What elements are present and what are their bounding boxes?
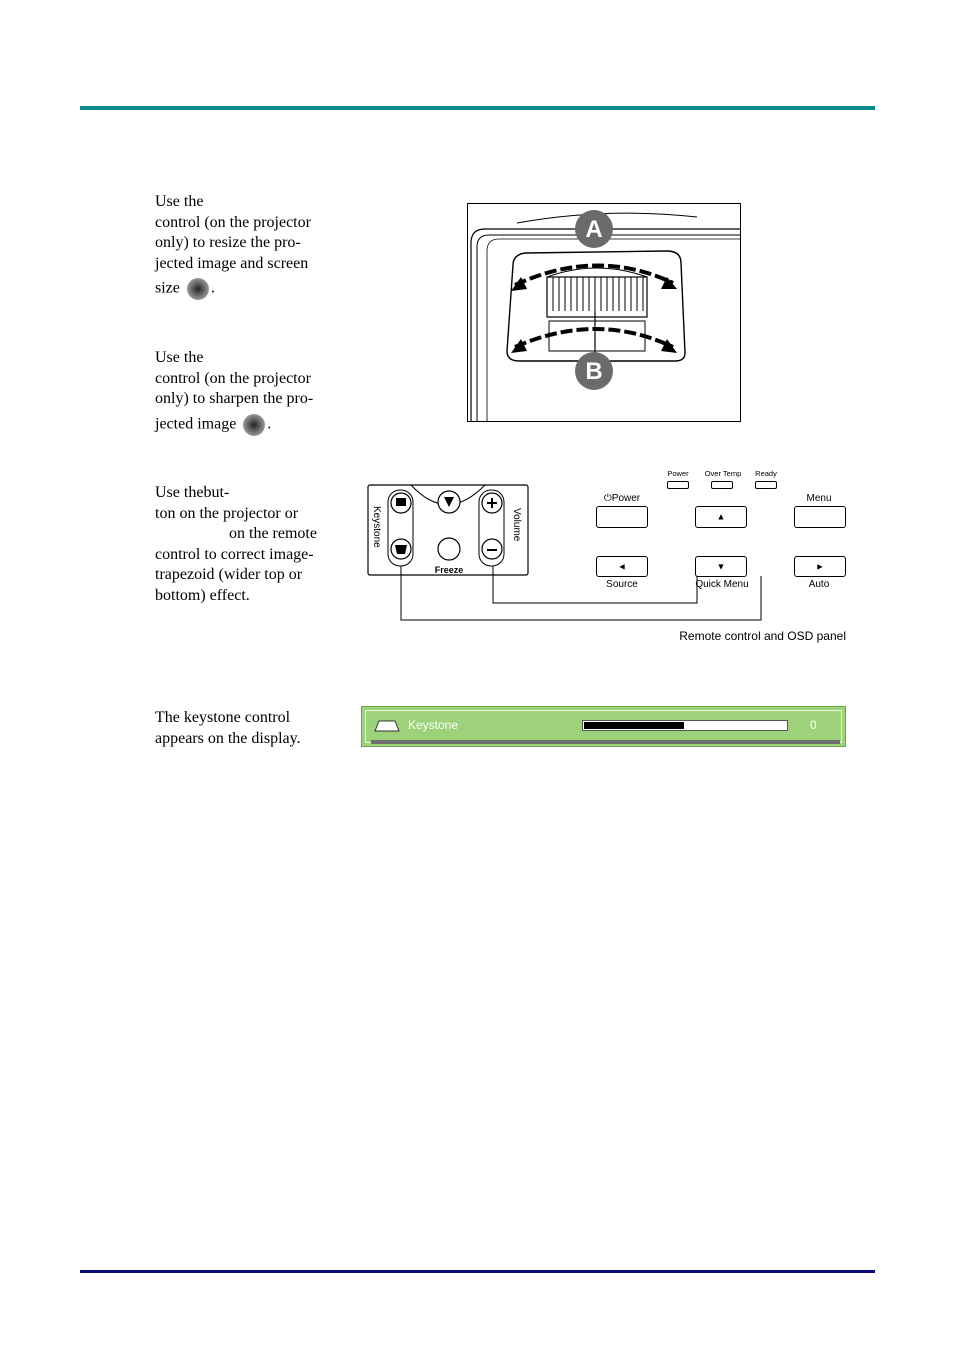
quick-menu-button[interactable] [695,556,747,577]
led-ready-label: Ready [755,469,777,478]
led-power-label: Power [667,469,689,478]
keystone-slider-fill [584,722,684,729]
label-a: A [585,216,603,243]
auto-button[interactable] [794,556,846,577]
menu-label: Menu [806,493,832,504]
quick-menu-label: Quick Menu [695,579,749,590]
left-arrow-icon: ◄ [617,561,627,571]
led-overtemp-indicator [711,481,733,489]
led-ready-indicator [755,481,777,489]
text-fragment: . [210,279,215,297]
text-line: Use the [155,349,204,366]
keystone-slider[interactable] [582,720,788,731]
text-line: ton on the projector or [155,504,299,522]
figure-caption: Remote control and OSD panel [679,629,846,643]
freeze-label: Freeze [434,565,464,575]
label-b: B [585,358,603,385]
right-arrow-icon: ► [815,561,825,571]
text-line: The keystone control [155,709,291,726]
text-line: only) to resize the pro- [155,234,301,251]
osd-instructions [155,708,301,749]
power-label: ⏻Power [603,493,641,504]
text-fragment: jected image [155,415,237,433]
osd-keystone-label: Keystone [408,718,459,732]
footer-rule [80,1270,875,1273]
power-button[interactable] [596,506,648,528]
text-line: on the remote [229,525,317,542]
osd-keystone-panel [361,706,846,747]
text-fragment: but- [203,484,230,501]
text-line: control (on the projector [155,213,311,231]
down-arrow-icon: ▼ [716,561,726,571]
led-overtemp-label: Over Temp [704,469,742,478]
volume-label: Volume [511,508,522,542]
osd-keystone-value: 0 [810,718,817,732]
text-line: only) to sharpen the pro- [155,390,314,407]
osd-bottom-bar [371,740,840,744]
up-arrow-icon: ▲ [716,511,726,522]
source-button[interactable] [596,556,648,577]
menu-button[interactable] [794,506,846,528]
text-line: trapezoid (wider top or [155,566,303,583]
text-line: bottom) effect. [155,586,250,604]
text-line: control to correct image- [155,545,314,563]
text-line: Use the [155,193,204,210]
text-fragment: Use the [155,484,204,501]
text-fragment: . [267,415,272,433]
keystone-label: Keystone [371,506,382,548]
keystone-trapezoid-icon [374,720,400,732]
text-line: appears on the display. [155,729,301,747]
auto-label: Auto [808,579,830,590]
led-power-indicator [667,481,689,489]
text-line: jected image and screen [155,254,309,272]
up-button[interactable] [695,506,747,528]
text-fragment: size [155,279,180,297]
source-label: Source [606,579,638,590]
text-line: control (on the projector [155,369,311,387]
